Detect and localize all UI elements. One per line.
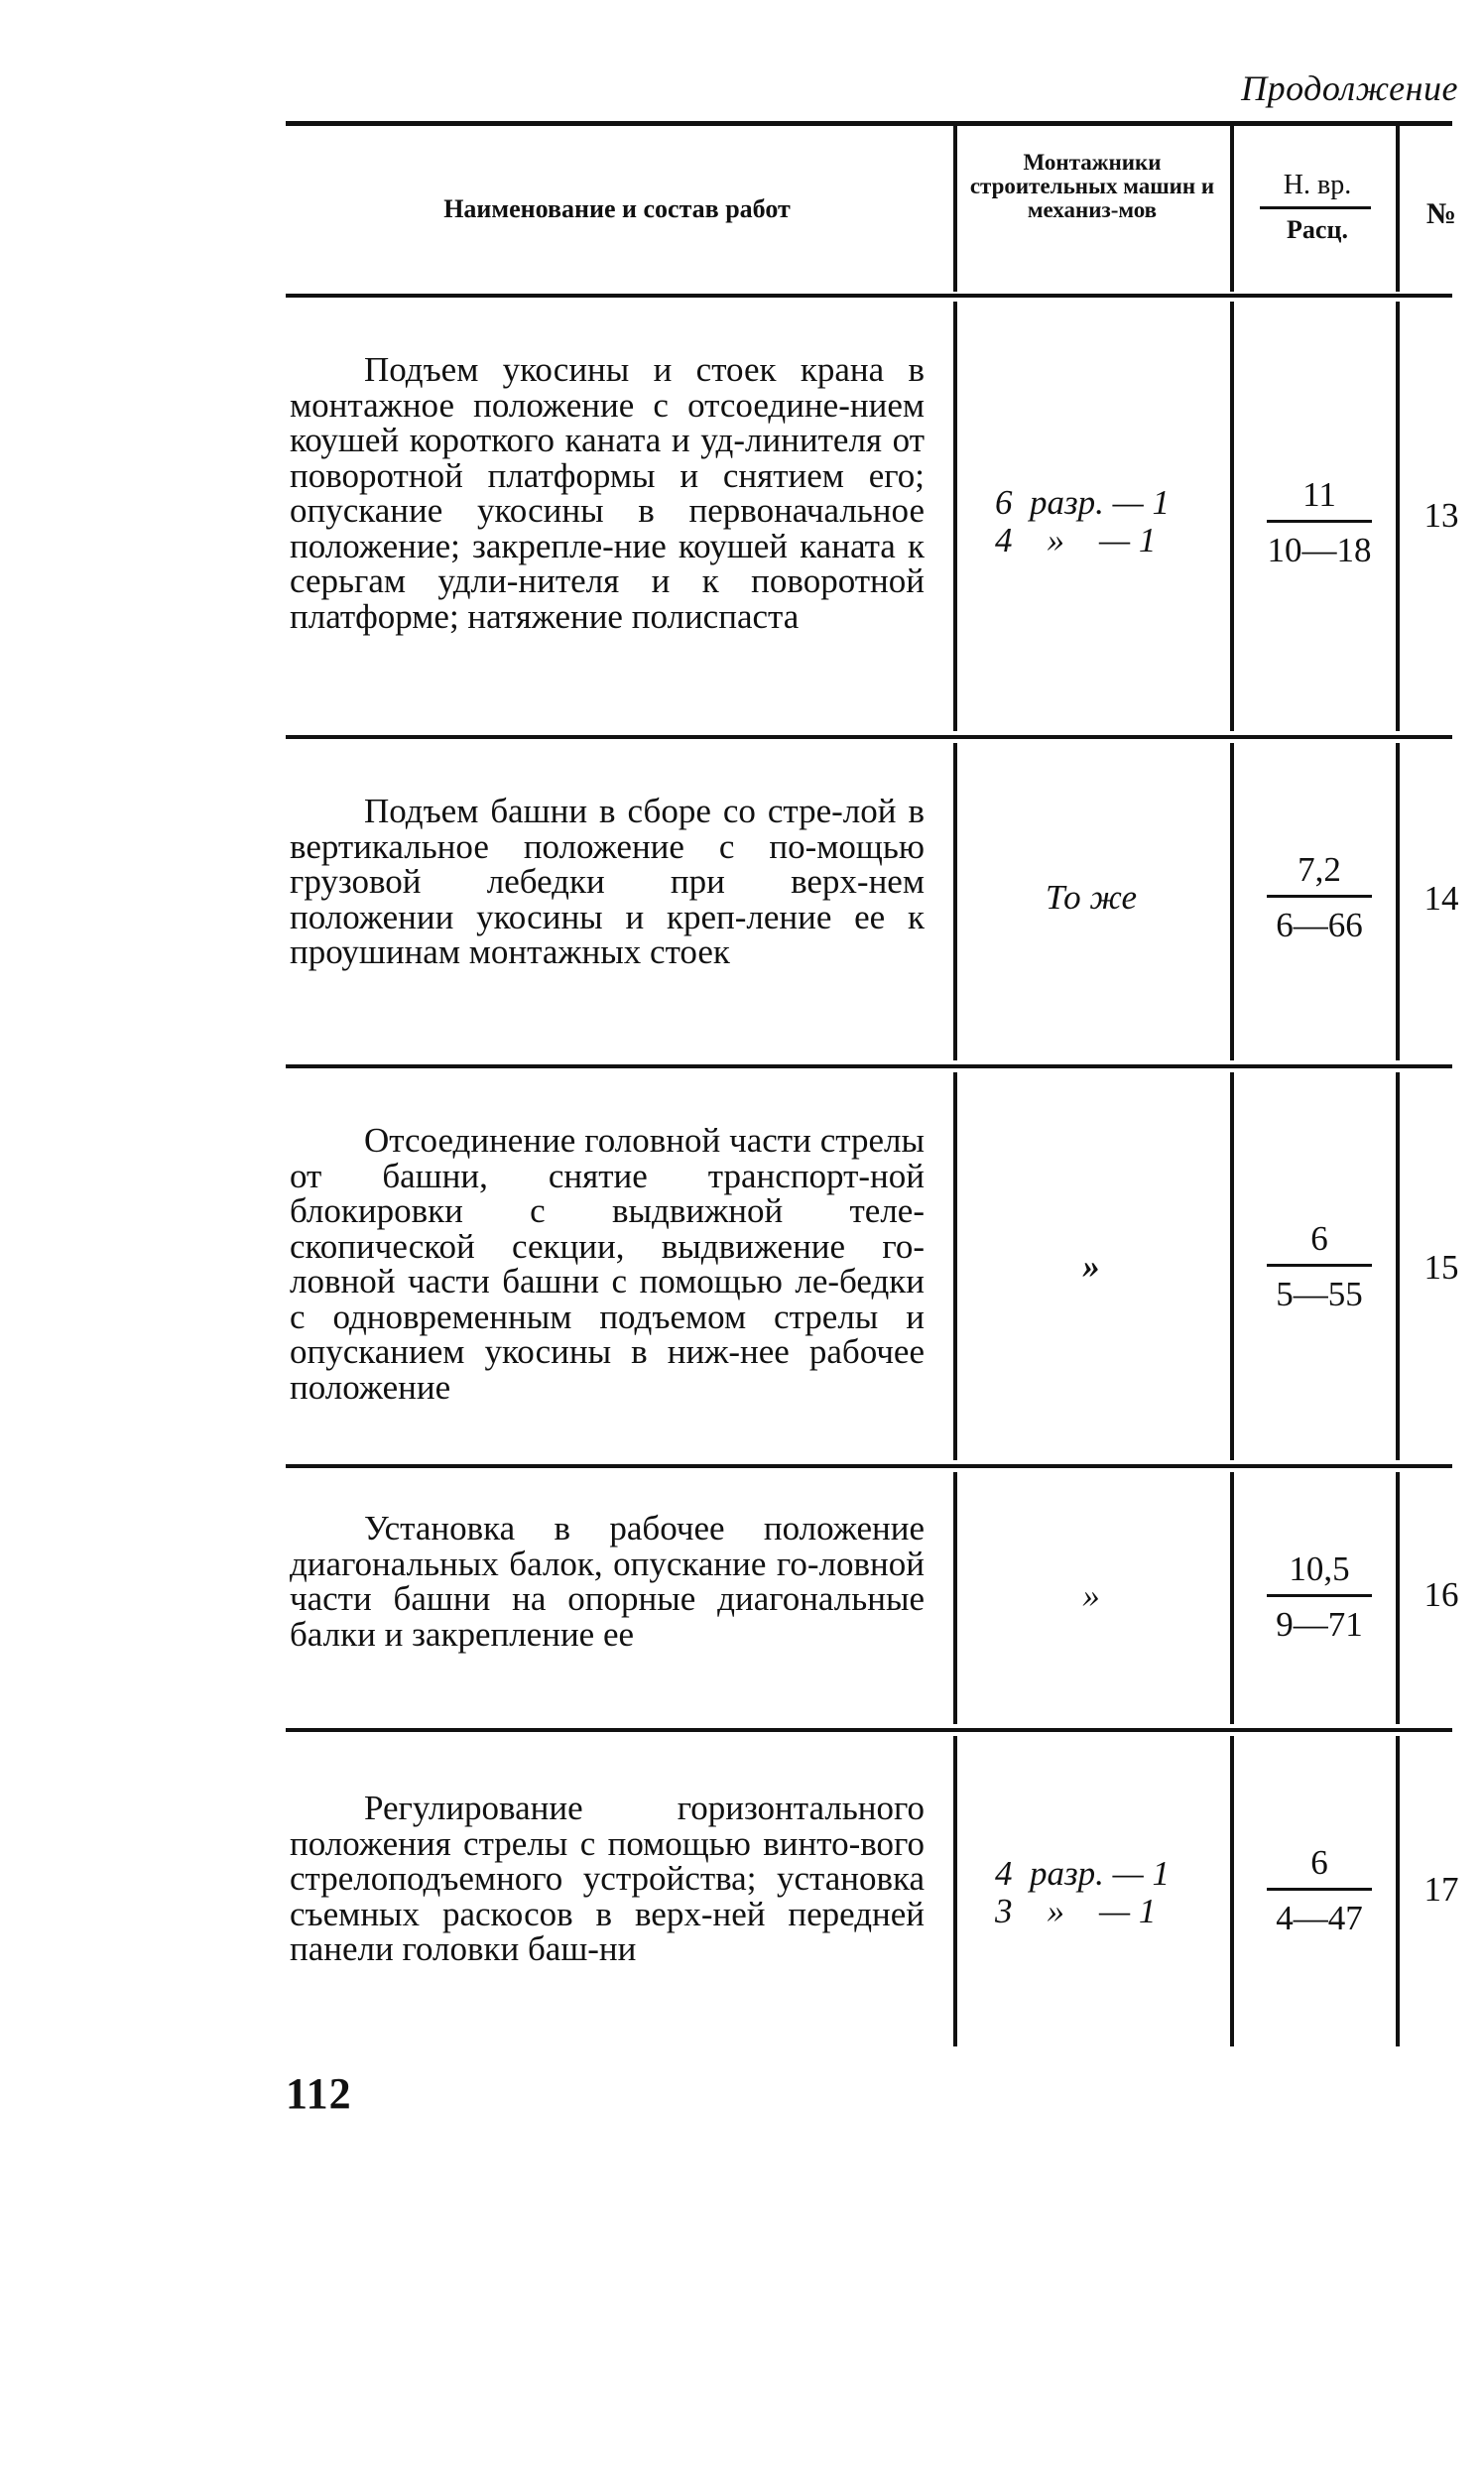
table-row-number: 13 (1423, 496, 1459, 535)
table-row-number: 17 (1423, 1870, 1459, 1909)
header-bottom-rule (286, 294, 1452, 298)
table-row-norm (1240, 1548, 1399, 1645)
row-divider (286, 1064, 1452, 1068)
table-row-norm (1240, 1842, 1399, 1938)
column-rule (1230, 126, 1234, 292)
row-divider (286, 1728, 1452, 1732)
table-row-description: Подъем башни в сборе со стре-лой в вертикальное положение с по-мощью грузовой лебедки при верх-нем положении укосины и креп-ление ее к проушинам монтажных стоек (290, 792, 925, 971)
rate-value: 5—55 (1276, 1275, 1363, 1313)
continuation-label: Продолжение (1241, 68, 1458, 108)
table-top-rule (286, 121, 1452, 126)
row-divider (286, 1464, 1452, 1468)
table-row-workers: 4 разр. — 1 3 » — 1 (995, 1854, 1171, 1930)
norm-time-value: 10,5 (1289, 1549, 1350, 1588)
norm-time-value: 11 (1302, 475, 1336, 514)
table-row-description: Регулирование горизонтального положения стрелы с помощью винто-вого стрелоподъемного устройства; установка съемных раскосов в верх-ней передней панели головки баш-ни (290, 1789, 925, 1968)
header-name: Наименование и состав работ (443, 194, 791, 223)
table-row-workers: То же (1045, 878, 1138, 917)
rate-value: 4—47 (1276, 1899, 1363, 1937)
table-row-number: 14 (1423, 879, 1459, 918)
table-row-workers: » (1082, 1247, 1100, 1286)
header-norm-divider (1260, 206, 1371, 209)
rate-value: 9—71 (1276, 1605, 1363, 1644)
norm-time-value: 6 (1310, 1843, 1328, 1882)
table-row-norm (1240, 1218, 1399, 1314)
table-row-workers: 6 разр. — 1 4 » — 1 (995, 483, 1171, 559)
page-number: 112 (286, 2069, 352, 2118)
header-workers: Монтажники строительных машин и механиз-мов (969, 150, 1215, 223)
column-rule (953, 1072, 957, 1460)
rate-value: 10—18 (1267, 531, 1372, 569)
norm-time-value: 7,2 (1298, 850, 1341, 889)
table-row-number: 15 (1423, 1248, 1459, 1287)
column-rule (1230, 1072, 1234, 1460)
table-row-workers: » (1082, 1576, 1100, 1615)
row-divider (286, 735, 1452, 739)
header-norm-time: Н. вр. (1283, 170, 1352, 200)
column-rule (953, 1472, 957, 1724)
table-row-number: 16 (1423, 1575, 1459, 1614)
column-rule (1230, 743, 1234, 1060)
header-rate: Расц. (1287, 215, 1348, 244)
header-number: № (1425, 197, 1457, 230)
column-rule (953, 1736, 957, 2046)
table-row-norm (1240, 474, 1399, 570)
norm-time-value: 6 (1310, 1219, 1328, 1258)
column-rule (953, 302, 957, 731)
column-rule (953, 743, 957, 1060)
table-row-description: Подъем укосины и стоек крана в монтажное положение с отсоедине-нием коушей короткого каната и уд-линителя от поворотной платформы и снятием его; опускание укосины в первоначальное положение; закрепле-ние коушей каната к серьгам удли-нителя и к поворотной платформе; натяжение полиспаста (290, 350, 925, 636)
column-rule (1230, 1472, 1234, 1724)
table-row-norm (1240, 849, 1399, 945)
rate-value: 6—66 (1276, 906, 1363, 944)
table-row-description: Отсоединение головной части стрелы от башни, снятие транспорт-ной блокировки с выдвижной теле-скопической секции, выдвижение го-ловной части башни с помощью ле-бедки с одновременным подъемом стрелы и опусканием укосины в ниж-нее рабочее положение (290, 1121, 925, 1407)
table-row-description: Установка в рабочее положение диагональных балок, опускание го-ловной части башни на опорные диагональные балки и закрепление ее (290, 1509, 925, 1654)
